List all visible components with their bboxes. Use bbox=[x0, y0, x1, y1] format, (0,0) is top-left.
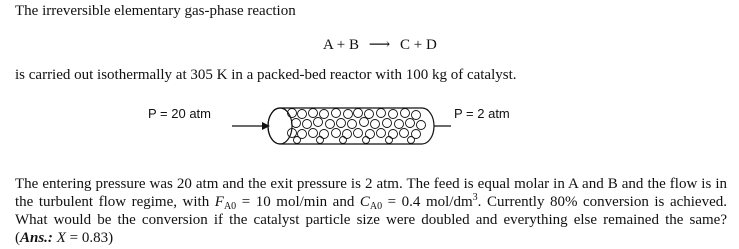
concentration-subscript: A0 bbox=[369, 201, 383, 212]
answer-value: = 0.83) bbox=[65, 230, 114, 246]
paragraph-text-1: The entering pressure was 20 atm and the exit pressure is 2 atm. The feed is equal molar in A and B and the flow is in the turbulent flow regime, with bbox=[15, 176, 727, 210]
paragraph-text-2: = 10 mol/min and bbox=[236, 194, 360, 210]
flow-subscript: A0 bbox=[223, 201, 237, 212]
reaction-arrow-icon: ⟶ bbox=[368, 37, 391, 53]
reactor-inlet-cap bbox=[268, 108, 292, 144]
volume-exponent: 3 bbox=[472, 192, 478, 203]
reactor-conditions: is carried out isothermally at 305 K in a packed-bed reactor with 100 kg of catalyst. bbox=[15, 67, 517, 83]
catalyst-particles bbox=[288, 109, 426, 144]
problem-paragraph bbox=[15, 175, 727, 247]
products: C + D bbox=[400, 37, 437, 53]
flow-symbol: F bbox=[214, 194, 224, 210]
inlet-pressure-label: P = 20 atm bbox=[148, 106, 211, 121]
reactants: A + B bbox=[323, 37, 359, 53]
answer-label: Ans.: bbox=[20, 230, 53, 246]
concentration-symbol: C bbox=[359, 194, 370, 210]
answer-variable: X bbox=[56, 230, 66, 246]
problem-intro: The irreversible elementary gas-phase reaction bbox=[15, 3, 296, 19]
outlet-pressure-label: P = 2 atm bbox=[454, 106, 510, 121]
inlet-arrow-icon bbox=[262, 122, 270, 130]
paragraph-text-3: = 0.4 mol/dm bbox=[382, 194, 473, 210]
paragraph-text-4: . Currently 80% conversion is achieved. What would be the conversion if the catalyst particle size were doubled and everything else remained the same? ( bbox=[15, 194, 727, 246]
